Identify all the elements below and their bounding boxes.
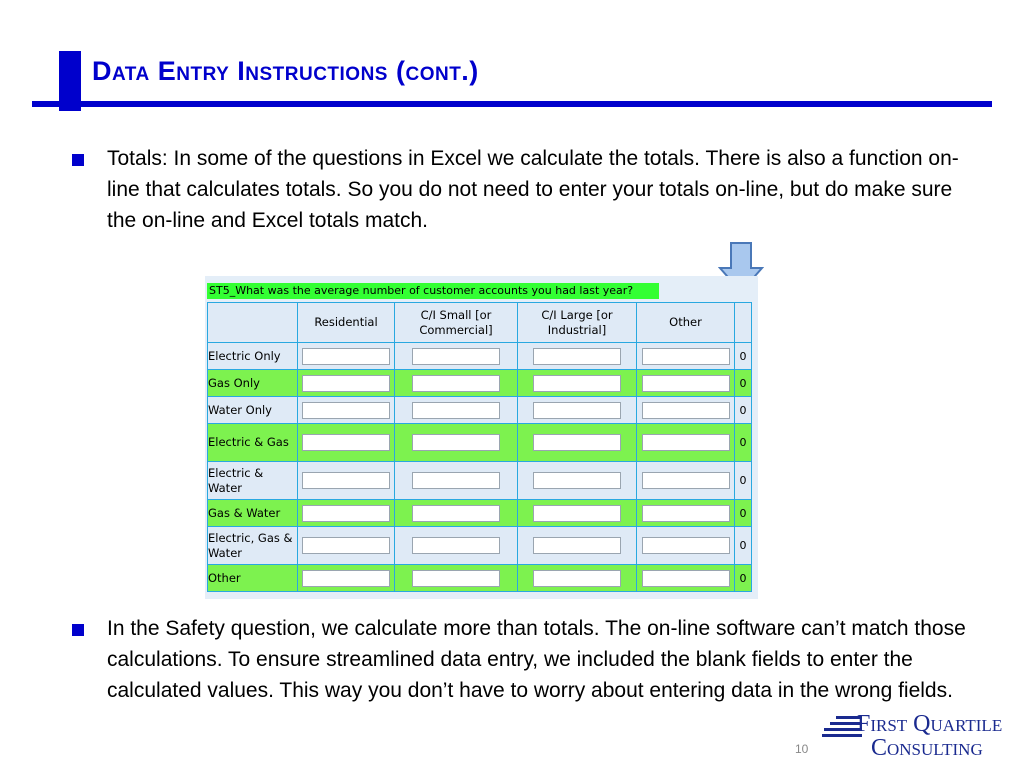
other-input[interactable] <box>642 434 730 451</box>
logo-lines-icon <box>822 716 862 740</box>
ci-small-input[interactable] <box>412 402 500 419</box>
cell-ci-large <box>518 565 637 592</box>
row-label: Other <box>208 565 298 592</box>
cell-ci-large <box>518 527 637 565</box>
ci-large-input[interactable] <box>533 375 621 392</box>
cell-ci-small <box>395 462 518 500</box>
cell-other <box>637 462 735 500</box>
cell-ci-large <box>518 500 637 527</box>
ci-large-input[interactable] <box>533 472 621 489</box>
other-input[interactable] <box>642 375 730 392</box>
table-row <box>208 343 752 370</box>
ci-small-input[interactable] <box>412 348 500 365</box>
cell-other <box>637 424 735 462</box>
table-row <box>208 565 752 592</box>
row-total: 0 <box>735 462 752 500</box>
other-input[interactable] <box>642 402 730 419</box>
cell-ci-large <box>518 462 637 500</box>
cell-other <box>637 343 735 370</box>
residential-input[interactable] <box>302 505 390 522</box>
residential-input[interactable] <box>302 472 390 489</box>
cell-other <box>637 397 735 424</box>
row-label: Gas Only <box>208 370 298 397</box>
customer-accounts-table <box>207 302 752 592</box>
other-input[interactable] <box>642 505 730 522</box>
other-input[interactable] <box>642 472 730 489</box>
ci-small-input[interactable] <box>412 472 500 489</box>
cell-ci-small <box>395 565 518 592</box>
other-input[interactable] <box>642 348 730 365</box>
bullet-marker-2 <box>72 624 84 636</box>
ci-small-input[interactable] <box>412 570 500 587</box>
cell-ci-small <box>395 527 518 565</box>
table-row <box>208 527 752 565</box>
cell-residential <box>298 397 395 424</box>
logo-line-2: Consulting <box>871 735 983 761</box>
row-total: 0 <box>735 343 752 370</box>
table-row <box>208 500 752 527</box>
bullet-marker-1 <box>72 154 84 166</box>
row-label: Electric & Water <box>208 462 298 500</box>
bullet-text-safety: In the Safety question, we calculate more than totals. The on-line software can’t match those calculations. To ensure streamlined data entry, we included the blank fields to enter the calculated values. This way you don’t have to worry about entering data in the wrong fields. <box>107 617 966 702</box>
cell-ci-small <box>395 397 518 424</box>
ci-large-input[interactable] <box>533 570 621 587</box>
cell-ci-large <box>518 370 637 397</box>
cell-ci-small <box>395 343 518 370</box>
cell-other <box>637 500 735 527</box>
cell-residential <box>298 370 395 397</box>
cell-residential <box>298 500 395 527</box>
title-underline <box>32 101 992 107</box>
cell-ci-small <box>395 424 518 462</box>
page-number: 10 <box>795 742 809 756</box>
ci-large-input[interactable] <box>533 434 621 451</box>
row-label: Water Only <box>208 397 298 424</box>
row-label: Electric, Gas & Water <box>208 527 298 565</box>
cell-other <box>637 370 735 397</box>
row-total: 0 <box>735 397 752 424</box>
row-label: Electric & Gas <box>208 424 298 462</box>
cell-residential <box>298 565 395 592</box>
row-total: 0 <box>735 370 752 397</box>
survey-question: ST5_What was the average number of customer accounts you had last year? <box>207 283 659 299</box>
ci-small-input[interactable] <box>412 434 500 451</box>
residential-input[interactable] <box>302 348 390 365</box>
table-row <box>208 370 752 397</box>
column-header-ci-small: C/I Small [or Commercial] <box>395 303 518 343</box>
ci-small-input[interactable] <box>412 375 500 392</box>
cell-other <box>637 527 735 565</box>
cell-residential <box>298 462 395 500</box>
cell-ci-large <box>518 424 637 462</box>
cell-ci-small <box>395 500 518 527</box>
cell-residential <box>298 343 395 370</box>
row-label: Electric Only <box>208 343 298 370</box>
cell-ci-large <box>518 397 637 424</box>
column-header-total <box>735 303 752 343</box>
slide-title: Data Entry Instructions (cont.) <box>92 56 479 86</box>
column-header-other: Other <box>637 303 735 343</box>
cell-other <box>637 565 735 592</box>
column-header-blank <box>208 303 298 343</box>
ci-large-input[interactable] <box>533 505 621 522</box>
residential-input[interactable] <box>302 570 390 587</box>
row-total: 0 <box>735 500 752 527</box>
ci-large-input[interactable] <box>533 537 621 554</box>
bullet-text-totals: Totals: In some of the questions in Excel we calculate the totals. There is also a function on-line that calculates totals. So you do not need to enter your totals on-line, but do make sure the on-line and Excel totals match. <box>107 147 959 232</box>
row-total: 0 <box>735 527 752 565</box>
company-logo <box>822 712 1022 762</box>
table-row <box>208 397 752 424</box>
ci-small-input[interactable] <box>412 505 500 522</box>
cell-ci-large <box>518 343 637 370</box>
ci-small-input[interactable] <box>412 537 500 554</box>
column-header-residential: Residential <box>298 303 395 343</box>
residential-input[interactable] <box>302 375 390 392</box>
row-total: 0 <box>735 565 752 592</box>
residential-input[interactable] <box>302 402 390 419</box>
residential-input[interactable] <box>302 434 390 451</box>
other-input[interactable] <box>642 537 730 554</box>
table-row <box>208 462 752 500</box>
cell-residential <box>298 527 395 565</box>
cell-residential <box>298 424 395 462</box>
row-label: Gas & Water <box>208 500 298 527</box>
other-input[interactable] <box>642 570 730 587</box>
cell-ci-small <box>395 370 518 397</box>
logo-line-1: First Quartile <box>857 711 1003 737</box>
row-total: 0 <box>735 424 752 462</box>
ci-large-input[interactable] <box>533 348 621 365</box>
column-header-ci-large: C/I Large [or Industrial] <box>518 303 637 343</box>
residential-input[interactable] <box>302 537 390 554</box>
table-row <box>208 424 752 462</box>
logo-text <box>857 712 1002 760</box>
table-header-row <box>208 303 752 343</box>
ci-large-input[interactable] <box>533 402 621 419</box>
